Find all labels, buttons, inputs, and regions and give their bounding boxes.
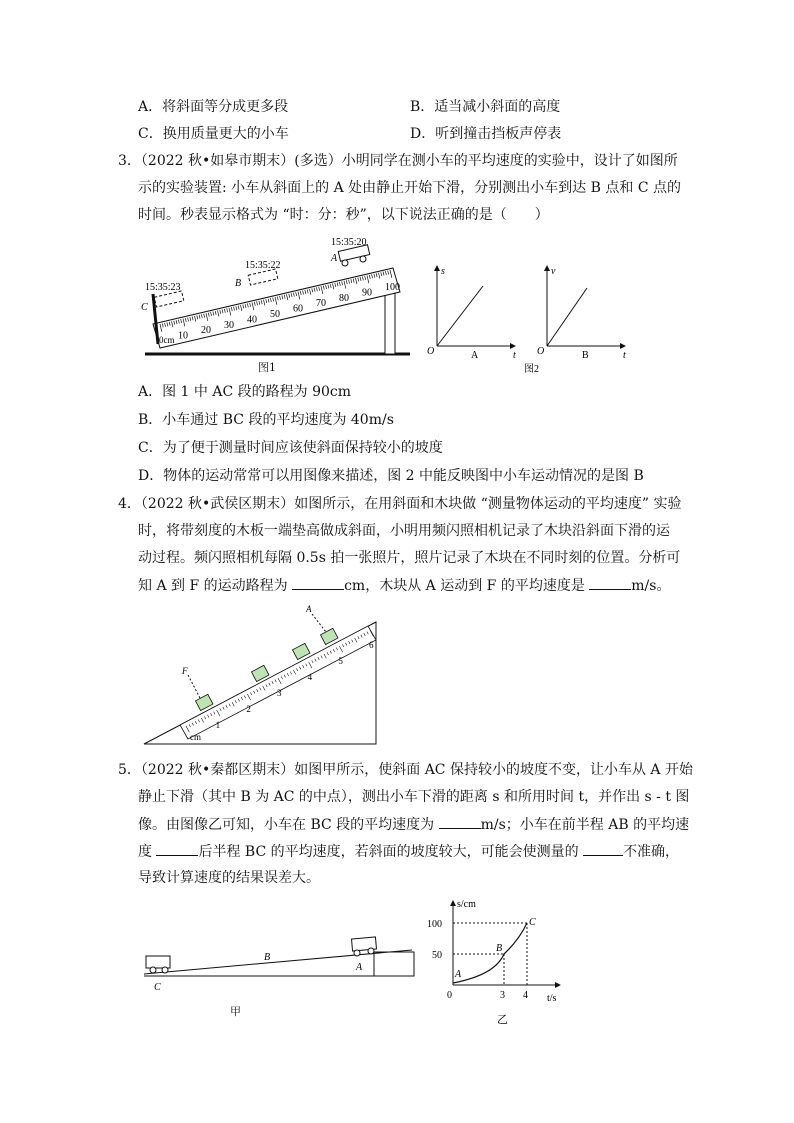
jia-caption: 甲 [230, 1005, 241, 1018]
q5-line-3-part-1: 像。由图像乙可知，小车在 BC 段的平均速度为 [138, 817, 439, 833]
q2-option-b: B．适当减小斜面的高度 [410, 99, 561, 115]
q5-bc-speed-blank[interactable] [439, 814, 481, 829]
q4-ruler-label: 2 [246, 704, 251, 714]
yi-ytick-50: 50 [432, 950, 442, 961]
q4-line-4-part-3: m/s。 [631, 578, 671, 594]
ruler-label: 90 [362, 287, 372, 299]
fig1-time-b: 15:35:22 [245, 260, 281, 271]
q5-figure-jia [140, 920, 430, 995]
q4-line-1: 4．（2022 秋•武侯区期末）如图所示，在用斜面和木块做 “测量物体运动的平均速度” 实验 [118, 496, 682, 512]
q4-label-a: A [306, 604, 312, 614]
graph-a-origin: O [427, 346, 435, 357]
q4-ruler-label: 6 [369, 640, 374, 650]
fig2-caption: 图2 [524, 364, 539, 375]
yi-label-a: A [455, 969, 462, 980]
graph-b-xlabel: t [623, 350, 626, 361]
ruler-label: 20 [201, 325, 211, 337]
q4-speed-blank[interactable] [589, 575, 631, 590]
q2-option-c: C．换用质量更大的小车 [138, 126, 289, 142]
yi-origin: 0 [447, 990, 452, 1001]
q5-line-1: 5．（2022 秋•秦都区期末）如图甲所示，使斜面 AC 保持较小的坡度不变，让小车从 A 开始 [118, 762, 693, 778]
q3-line-2: 示的实验装置: 小车从斜面上的 A 处由静止开始下滑，分别测出小车到达 B 点和 C 点的 [138, 180, 681, 196]
ruler-label: 70 [316, 298, 326, 310]
fig1-unit: 0cm [159, 335, 175, 345]
q3-option-d: D．物体的运动常常可以用图像来描述，图 2 中能反映图中小车运动情况的是图 B [138, 468, 644, 484]
q2-option-a: A．将斜面等分成更多段 [138, 99, 289, 115]
yi-xlabel: t/s [547, 993, 557, 1004]
q3-line-1: 3．（2022 秋•如皋市期末）(多选）小明同学在测小车的平均速度的实验中，设计了如图所 [118, 153, 678, 169]
graph-a-name: A [471, 350, 479, 361]
q5-compare-blank[interactable] [156, 841, 198, 856]
yi-ytick-100: 100 [427, 919, 442, 930]
q5-measure-blank[interactable] [583, 841, 623, 856]
fig1-caption: 图1 [258, 361, 276, 374]
yi-label-c: C [529, 917, 536, 928]
q2-option-d: D．听到撞击挡板声停表 [410, 126, 562, 142]
q4-line-4 [138, 575, 670, 596]
jia-label-b: B [264, 952, 271, 963]
graph-a-xlabel: t [513, 350, 516, 361]
q4-unit: cm [190, 732, 201, 742]
q5-line-2: 静止下滑（其中 B 为 AC 的中点），测出小车下滑的距离 s 和所用时间 t，并作出 s - t 图 [138, 789, 690, 805]
q5-line-4-part-3: 不准确， [623, 844, 680, 860]
q5-line-3 [138, 814, 689, 835]
fig1-label-c: C [141, 302, 148, 313]
q4-label-f: F [182, 666, 188, 676]
yi-caption: 乙 [497, 1014, 508, 1026]
q5-line-4-part-2: 后半程 BC 的平均速度，若斜面的坡度较大，可能会使测量的 [198, 844, 584, 860]
yi-xtick-3: 3 [500, 990, 505, 1001]
fig1-time-a: 15:35:20 [331, 237, 367, 248]
yi-xtick-4: 4 [523, 990, 528, 1001]
q5-figure-yi [425, 895, 575, 1030]
graph-b-origin: O [537, 346, 545, 357]
yi-ylabel: s/cm [457, 899, 476, 910]
q3-option-b: B．小车通过 BC 段的平均速度为 40m/s [138, 412, 394, 428]
q3-figure-2 [425, 258, 640, 378]
ruler-label: 80 [339, 292, 349, 304]
q4-ruler-label: 1 [215, 720, 221, 730]
ruler-label: 40 [247, 314, 257, 326]
q4-ruler-label: 4 [307, 672, 313, 682]
q5-line-3-part-2: m/s；小车在前半程 AB 的平均速 [480, 817, 690, 833]
ruler-label: 30 [224, 319, 234, 331]
q5-line-4-part-1: 度 [138, 844, 157, 860]
q4-ruler-label: 3 [277, 688, 282, 698]
q4-distance-blank[interactable] [292, 575, 344, 590]
q3-option-c: C．为了便于测量时间应该使斜面保持较小的坡度 [138, 440, 443, 456]
ruler-label: 60 [293, 303, 303, 315]
graph-b-name: B [582, 350, 589, 361]
q4-line-3: 动过程。频闪照相机每隔 0.5s 拍一张照片，照片记录了木块在不同时刻的位置。分析可 [138, 550, 681, 566]
q4-ruler-label: 5 [338, 656, 343, 666]
fig1-label-b: B [235, 278, 242, 289]
fig1-time-c: 15:35:23 [145, 282, 181, 293]
q3-line-3: 时间。秒表显示格式为 “时：分：秒”，以下说法正确的是（ ） [138, 207, 549, 223]
graph-a-ylabel: s [441, 266, 445, 277]
jia-label-c: C [154, 982, 161, 993]
q5-line-4 [138, 841, 679, 862]
q3-option-a: A．图 1 中 AC 段的路程为 90cm [138, 384, 352, 400]
q4-line-4-part-1: 知 A 到 F 的运动路程为 [138, 578, 293, 594]
jia-label-a: A [356, 962, 363, 973]
yi-label-b: B [496, 943, 503, 954]
ruler-label: 10 [178, 330, 188, 342]
ruler-label: 100 [385, 282, 400, 293]
q5-line-5: 导致计算速度的结果误差大。 [138, 870, 320, 886]
q4-figure [140, 600, 390, 750]
graph-b-ylabel: v [551, 266, 556, 277]
fig1-label-a: A [331, 253, 338, 264]
ruler-label: 50 [270, 309, 280, 320]
q4-line-2: 时，将带刻度的木板一端垫高做成斜面，小明用频闪照相机记录了木块沿斜面下滑的运 [138, 523, 670, 539]
q3-figure-1 [135, 228, 425, 373]
q4-line-4-part-2: cm，木块从 A 运动到 F 的平均速度是 [344, 578, 590, 594]
